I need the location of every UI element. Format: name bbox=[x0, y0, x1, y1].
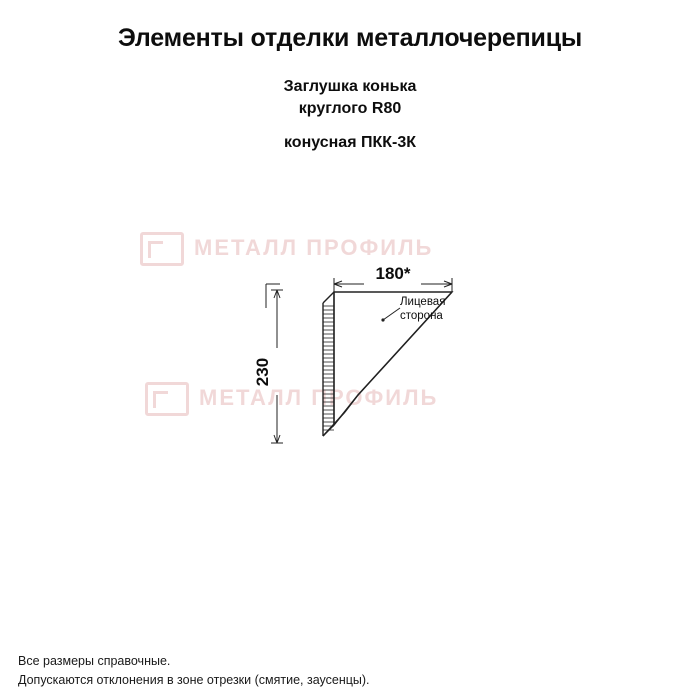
annotation-line2: сторона bbox=[400, 310, 443, 322]
product-code-subtitle: конусная ПКК-3К bbox=[284, 134, 416, 151]
extension-lines bbox=[266, 284, 280, 308]
left-dimension-label: 230 bbox=[253, 357, 272, 387]
top-dimension-label: 180* bbox=[375, 264, 411, 283]
annotation-line1: Лицевая bbox=[400, 296, 446, 308]
watermark-text: МЕТАЛЛ ПРОФИЛЬ bbox=[199, 384, 439, 410]
watermark-text: МЕТАЛЛ ПРОФИЛЬ bbox=[194, 234, 434, 260]
top-dimension bbox=[334, 264, 452, 292]
ribbed-surface bbox=[323, 306, 334, 430]
drawing-svg bbox=[0, 180, 700, 520]
note-line-2: Допускаются отклонения в зоне отрезки (смятие, заусенцы). bbox=[18, 673, 370, 687]
notes-block bbox=[18, 652, 370, 690]
annotation-leader bbox=[381, 308, 400, 322]
product-subtitle-line2: круглого R80 bbox=[298, 100, 402, 117]
page-title: Элементы отделки металлочерепицы bbox=[117, 24, 583, 52]
product-subtitle-line1: Заглушка конька bbox=[283, 78, 417, 95]
left-dimension bbox=[253, 290, 283, 443]
technical-drawing bbox=[0, 180, 700, 520]
note-line-1: Все размеры справочные. bbox=[18, 654, 171, 668]
